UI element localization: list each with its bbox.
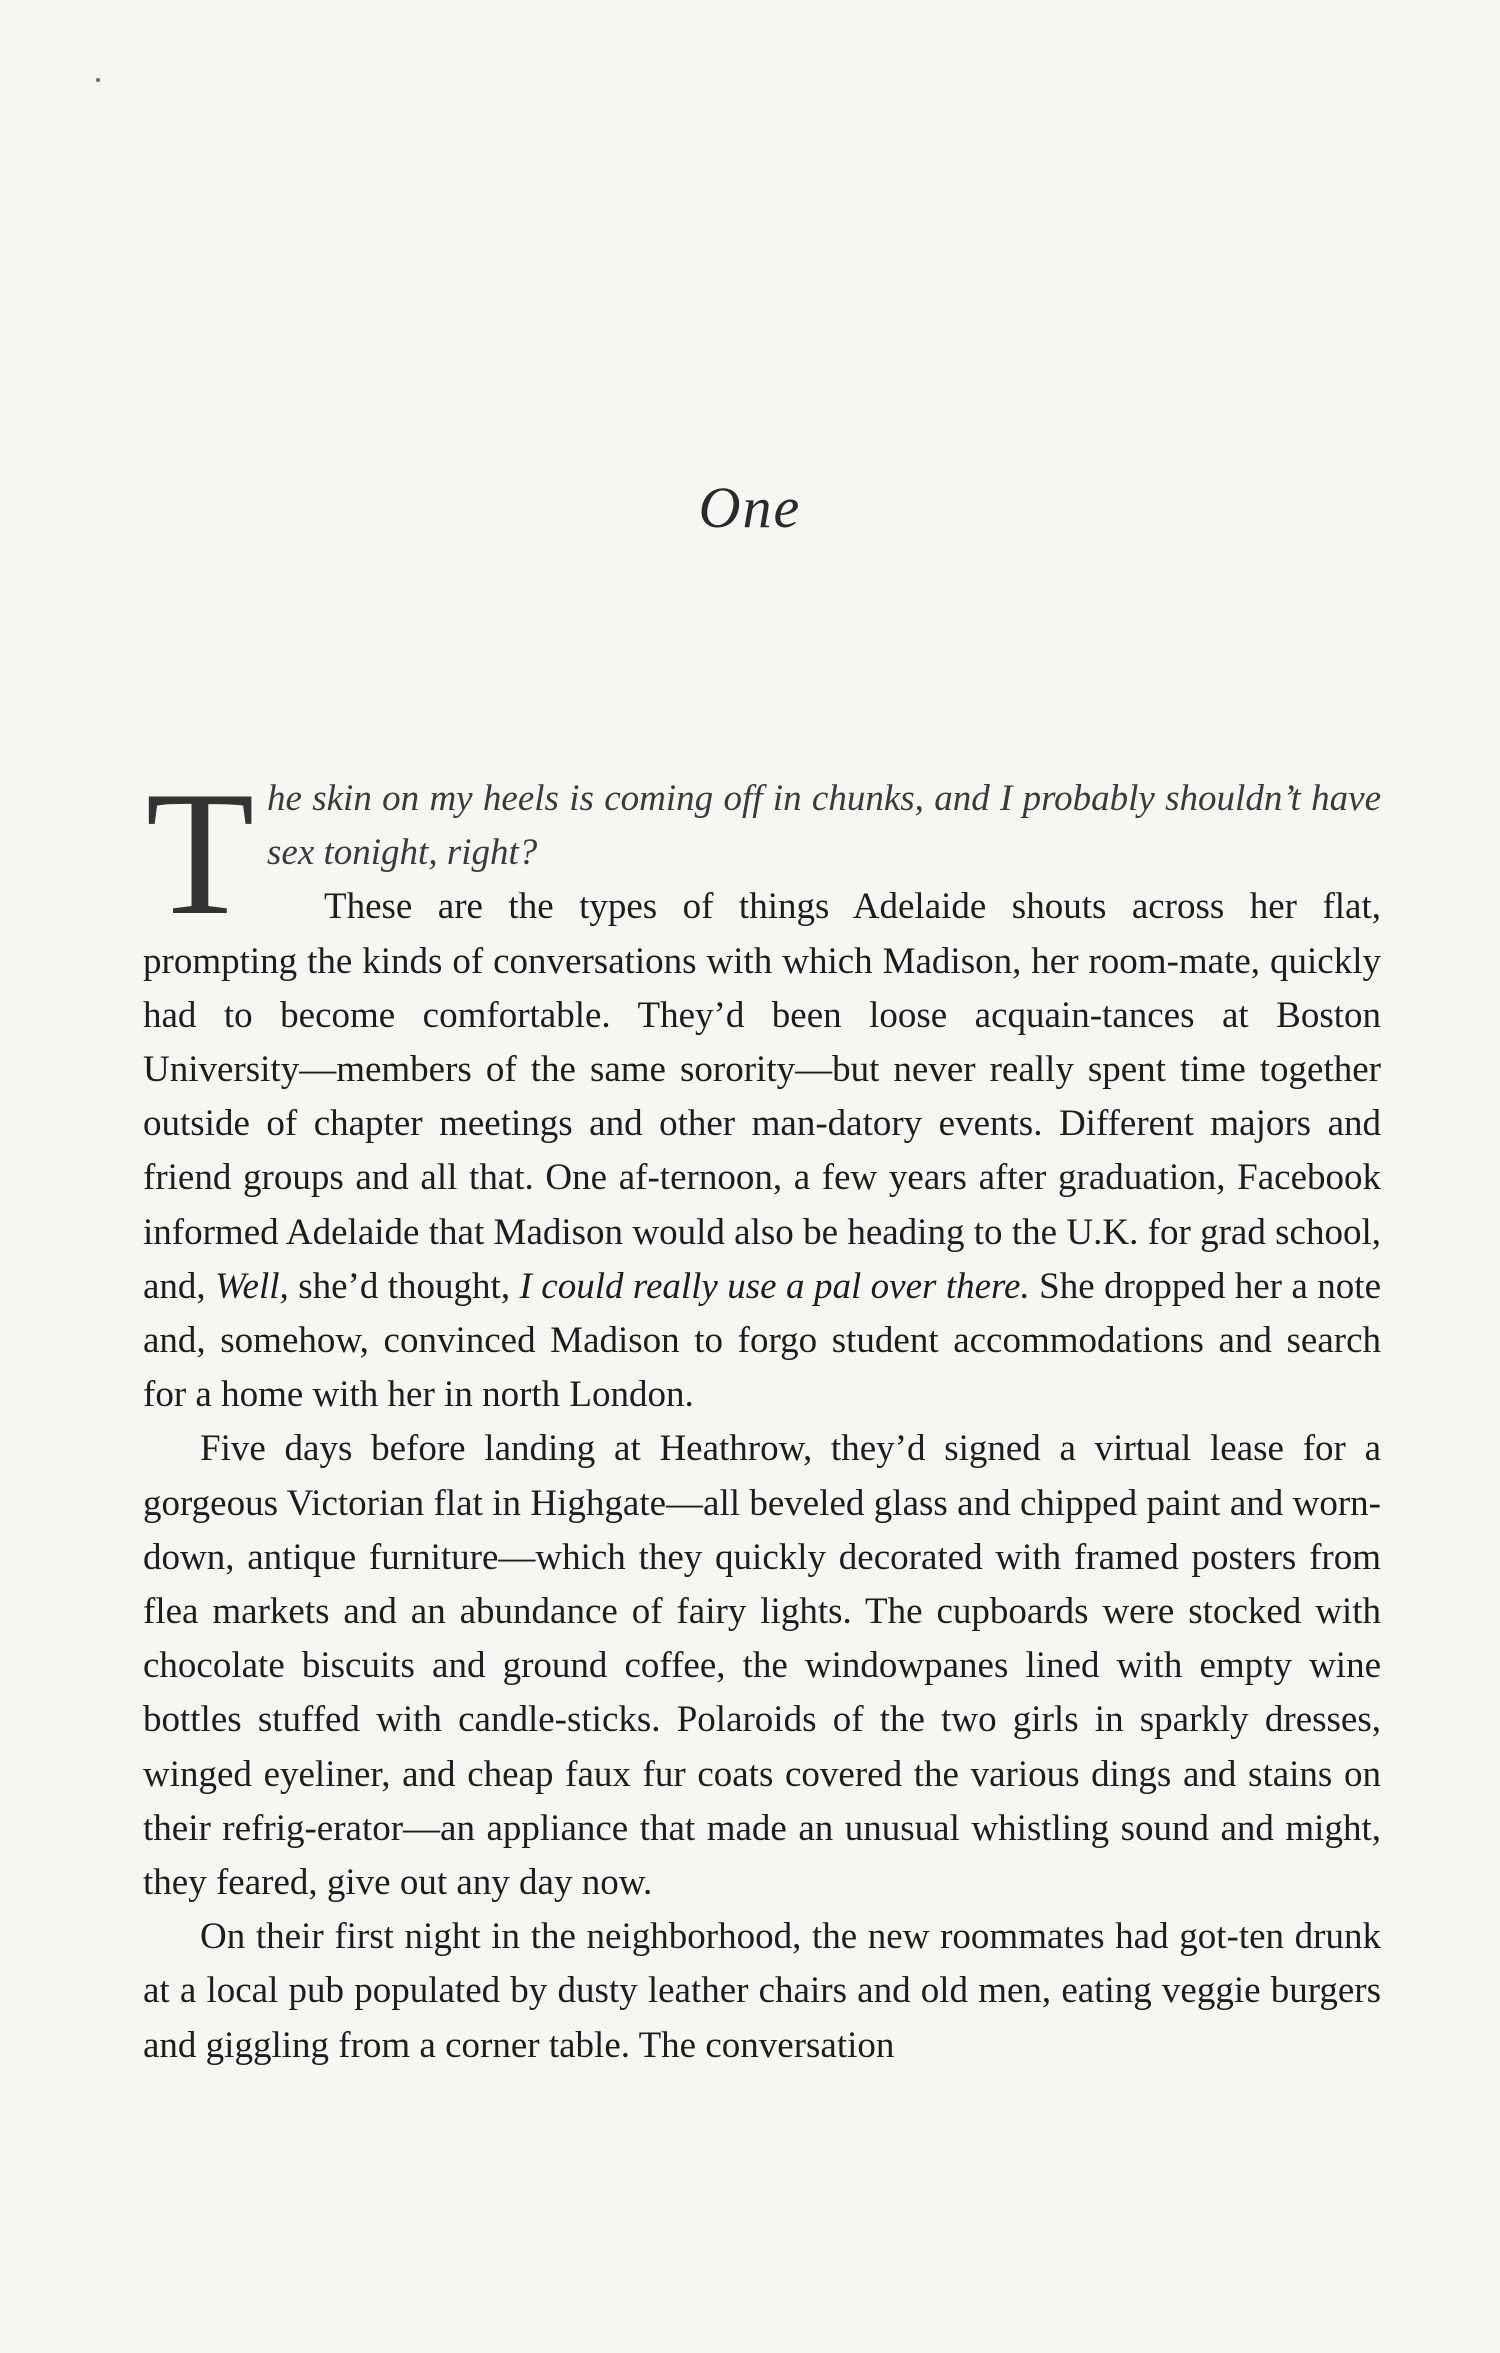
paragraph-italic-text: Well, bbox=[215, 1265, 289, 1307]
drop-cap: T bbox=[145, 754, 255, 952]
paragraph-text: she’d thought, bbox=[288, 1265, 520, 1307]
paragraph-2 bbox=[143, 1422, 1381, 1910]
paragraph-italic-text: I could really use a pal over there. bbox=[519, 1265, 1030, 1307]
opening-italic-text: he skin on my heels is coming off in chunks, and I probably shouldn’t have sex tonight, right? bbox=[267, 778, 1381, 874]
chapter-body bbox=[143, 754, 1381, 2073]
paragraph-text: Five days before landing at Heathrow, they’d signed a virtual lease for a gorgeous Victorian flat in Highgate—all beveled glass and chipped paint and worn-down, antique furniture—which they quickly decorated with framed posters from flea markets and an abundance of fairy lights. The cupboards were stocked with chocolate biscuits and ground coffee, the windowpanes lined with empty wine bottles stuffed with candle-sticks. Polaroids of the two girls in sparkly dresses, winged eyeliner, and cheap faux fur coats covered the various dings and stains on their refrig-erator—an appliance that made an unusual whistling sound and might, they feared, give out any day now. bbox=[143, 1428, 1381, 1904]
paragraph-1 bbox=[143, 880, 1381, 1422]
paragraph-text: On their first night in the neighborhood, the new roommates had got-ten drunk at a local pub populated by dusty leather chairs and old men, eating veggie burgers and giggling from a corner table. The conversation bbox=[143, 1916, 1381, 2066]
paragraph-text: She dropped her a note and, somehow, convinced Madison to forgo student accommodations and search for a home with her in north London. bbox=[143, 1265, 1381, 1416]
paragraph-text: These are the types of things Adelaide shouts across her flat, prompting the kinds of conversations with which Madison, her room-mate, quickly had to become comfortable. They’d been loose acquain-tances at Boston University—members of the same sorority—but never really spent time together outside of chapter meetings and other man-datory events. Different majors and friend groups and all that. One af-ternoon, a few years after graduation, Facebook informed Adelaide that Madison would also be heading to the U.K. for grad school, and, bbox=[143, 886, 1381, 1307]
opening-line bbox=[143, 754, 1381, 952]
scan-speck bbox=[96, 78, 100, 82]
paragraph-3 bbox=[143, 1910, 1381, 2073]
chapter-title: One bbox=[698, 475, 802, 540]
